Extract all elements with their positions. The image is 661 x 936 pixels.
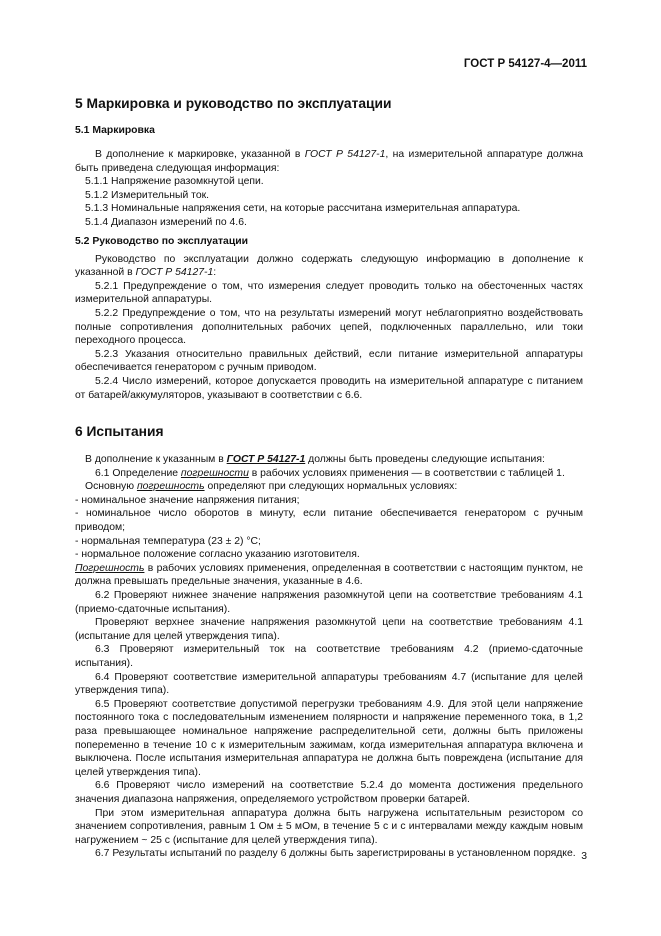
document-body — [75, 96, 583, 861]
item-6-7: 6.7 Результаты испытаний по разделу 6 должны быть зарегистрированы в установленном порядке. — [95, 848, 576, 860]
item-5-1-4: 5.1.4 Диапазон измерений по 4.6. — [85, 216, 247, 228]
page-number: 3 — [581, 851, 587, 862]
term-error: погрешности — [180, 467, 249, 479]
condition-item: - номинальное число оборотов в минуту, если питание обеспечивается генератором с ручным приводом; — [75, 508, 583, 534]
document-code-header: ГОСТ Р 54127-4—2011 — [463, 58, 587, 70]
item-6-5: 6.5 Проверяют соответствие допустимой перегрузки требованиям 4.9. Для этой цели напряжение постоянного тока с последовательным изменением полярности и напряжение переменного тока, в 1,2 раза превышающее номинальное напряжение распределительной сети, должны быть приложены попеременно в течение 10 с к измерительным зажимам, когда измерительная аппаратура включена и выключена. После испытания измерительная аппаратура не должна быть повреждена (испытание для целей утверждения типа). — [75, 698, 583, 778]
paragraph-5-2-intro: Руководство по эксплуатации должно содержать следующую информацию в дополнение к указанной в ГОСТ Р 54127-1: — [75, 253, 583, 279]
subsection-5-1-title: 5.1 Маркировка — [75, 125, 155, 136]
item-5-1-3: 5.1.3 Номинальные напряжения сети, на которые рассчитана измерительная аппаратура. — [85, 203, 521, 215]
condition-item: - нормальное положение согласно указанию изготовителя. — [75, 549, 360, 561]
item-6-4: 6.4 Проверяют соответствие измерительной аппаратуры требованиям 4.7 (испытание для целей утверждения типа). — [75, 671, 583, 697]
item-5-2-1: 5.2.1 Предупреждение о том, что измерения следует проводить только на обесточенных частях измерительной аппаратуры. — [75, 280, 583, 306]
standard-reference: ГОСТ Р 54127-1 — [304, 149, 386, 160]
paragraph-error-limit: Погрешность в рабочих условиях применения, определенная в соответствии с настоящим пунктом, не должна превышать предельные значения, указанные в 4.6. — [75, 562, 583, 588]
item-6-6: 6.6 Проверяют число измерений на соответствие 5.2.4 до момента достижения предельного значения диапазона напряжения, определяемого устройством проверки батарей. — [75, 780, 583, 805]
item-6-1: 6.1 Определение погрешности в рабочих условиях применения — в соответствии с таблицей 1. — [95, 467, 565, 479]
item-6-6-load: При этом измерительная аппаратура должна быть нагружена испытательным резистором со значением сопротивления, равным 1 Ом ± 5 мОм, в течение 5 с и с интервалами между каждым новым нагружением ~ 25 с (испытание для целей утверждения типа). — [75, 807, 583, 846]
item-5-1-2: 5.1.2 Измерительный ток. — [85, 189, 210, 201]
item-6-2-upper: Проверяют верхнее значение напряжения разомкнутой цепи на соответствие требованиям 4.1 (испытание для целей утверждения типа). — [75, 617, 583, 642]
item-5-1-1: 5.1.1 Напряжение разомкнутой цепи. — [85, 176, 264, 188]
item-6-2: 6.2 Проверяют нижнее значение напряжения разомкнутой цепи на соответствие требованиям 4.1 (приемо-сдаточные испытания). — [75, 590, 583, 615]
paragraph-basic-error: Основную погрешность определяют при следующих нормальных условиях: — [85, 481, 458, 493]
standard-reference: ГОСТ Р 54127-1 — [226, 454, 306, 466]
item-5-2-2: 5.2.2 Предупреждение о том, что на результаты измерений могут неблагоприятно воздействовать полные сопротивления дополнительных рабочих цепей, подключенных параллельно, или токи переходного процесса. — [75, 307, 583, 347]
term-error: Погрешность — [75, 562, 145, 574]
subsection-5-2-title: 5.2 Руководство по эксплуатации — [75, 235, 249, 247]
condition-item: - номинальное значение напряжения питания; — [75, 494, 300, 506]
section-6-title: 6 Испытания — [75, 424, 164, 440]
item-6-3: 6.3 Проверяют измерительный ток на соответствие требованиям 4.2 (приемо-сдаточные испытания). — [75, 644, 583, 669]
paragraph-5-1-intro: В дополнение к маркировке, указанной в ГОСТ Р 54127-1, на измерительной аппаратуре должна быть приведена следующая информация: — [75, 149, 583, 174]
paragraph-6-intro: В дополнение к указанным в ГОСТ Р 54127-1 должны быть проведены следующие испытания: — [85, 454, 545, 466]
term-error: погрешность — [136, 481, 205, 493]
condition-item: - нормальная температура (23 ± 2) °С; — [75, 535, 261, 547]
section-5-title: 5 Маркировка и руководство по эксплуатации — [75, 96, 392, 111]
item-5-2-3: 5.2.3 Указания относительно правильных действий, если питание измерительной аппаратуры обеспечивается генератором с ручным приводом. — [75, 348, 583, 374]
item-5-2-4: 5.2.4 Число измерений, которое допускается проводить на измерительной аппаратуре с питанием от батарей/аккумуляторов, указывают в соответствии с 6.6. — [75, 375, 583, 401]
standard-reference: ГОСТ Р 54127-1 — [135, 267, 214, 279]
